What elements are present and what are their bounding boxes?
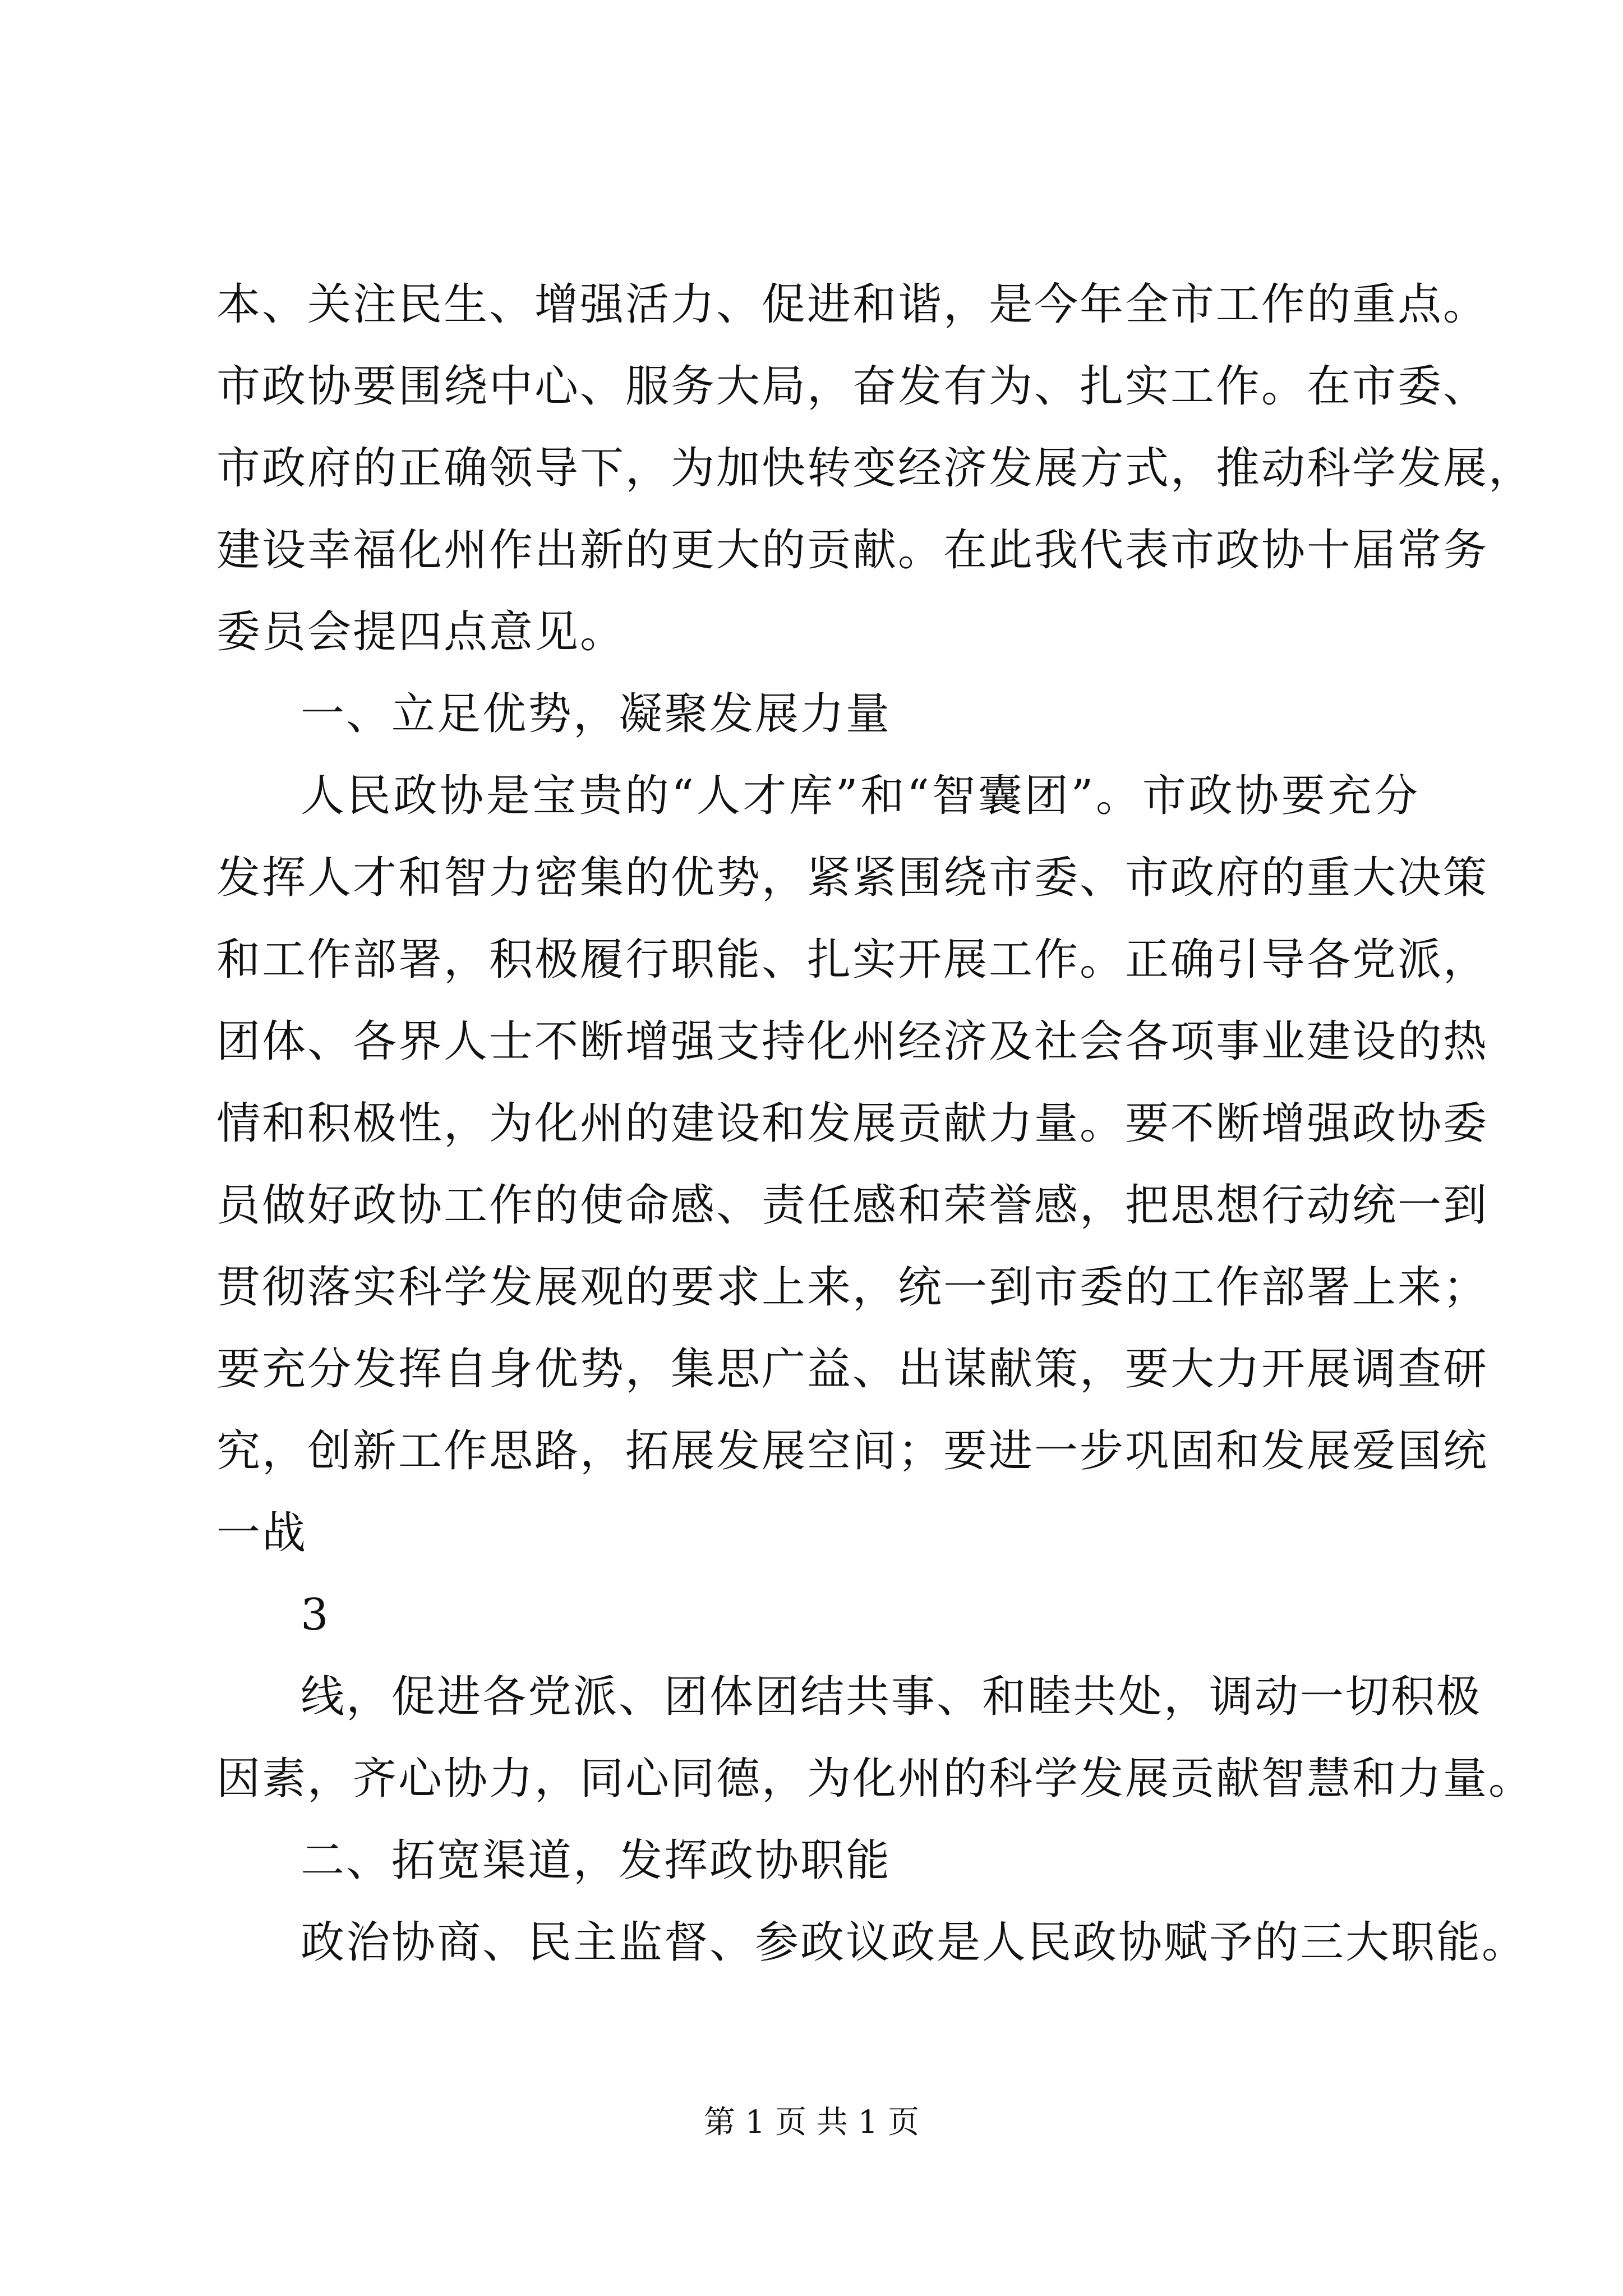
- section-heading-1: 一、立足优势，凝聚发展力量: [301, 689, 892, 739]
- inline-page-number: 3: [301, 1590, 330, 1640]
- text-line: 人民政协是宝贵的“人才库”和“智囊团”。市政协要充分: [301, 771, 1419, 821]
- page-footer: 第 1 页 共 1 页: [703, 2104, 920, 2141]
- text-line: 建设幸福化州作出新的更大的贡献。在此我代表市政协十届常务: [216, 525, 1489, 576]
- text-line: 要充分发挥自身优势，集思广益、出谋献策，要大力开展调查研: [216, 1344, 1489, 1395]
- text-line: 因素，齐心协力，同心同德，为化州的科学发展贡献智慧和力量。: [216, 1754, 1534, 1804]
- text-line: 员做好政协工作的使命感、责任感和荣誉感，把思想行动统一到: [216, 1180, 1489, 1231]
- document-body: [216, 264, 1534, 1984]
- text-line: 究，创新工作思路，拓展发展空间；要进一步巩固和发展爱国统: [216, 1426, 1489, 1476]
- text-line: 委员会提四点意见。: [216, 607, 626, 657]
- text-line: 贯彻落实科学发展观的要求上来，统一到市委的工作部署上来；: [216, 1262, 1489, 1313]
- text-line: 情和积极性，为化州的建设和发展贡献力量。要不断增强政协委: [216, 1098, 1489, 1149]
- section-heading-2: 二、拓宽渠道，发挥政协职能: [301, 1835, 892, 1886]
- text-line: 本、关注民生、增强活力、促进和谐，是今年全市工作的重点。: [216, 279, 1489, 330]
- text-line: 一战: [216, 1508, 308, 1558]
- text-line: 和工作部署，积极履行职能、扎实开展工作。正确引导各党派，: [216, 935, 1489, 985]
- text-line: 市政府的正确领导下，为加快转变经济发展方式，推动科学发展，: [216, 443, 1534, 494]
- text-line: 市政协要围绕中心、服务大局，奋发有为、扎实工作。在市委、: [216, 361, 1489, 412]
- text-line: 线，促进各党派、团体团结共事、和睦共处，调动一切积极: [301, 1672, 1482, 1722]
- text-line: 政治协商、民主监督、参政议政是人民政协赋予的三大职能。: [301, 1917, 1528, 1968]
- text-line: 团体、各界人士不断增强支持化州经济及社会各项事业建设的热: [216, 1016, 1489, 1067]
- text-line: 发挥人才和智力密集的优势，紧紧围绕市委、市政府的重大决策: [216, 853, 1489, 903]
